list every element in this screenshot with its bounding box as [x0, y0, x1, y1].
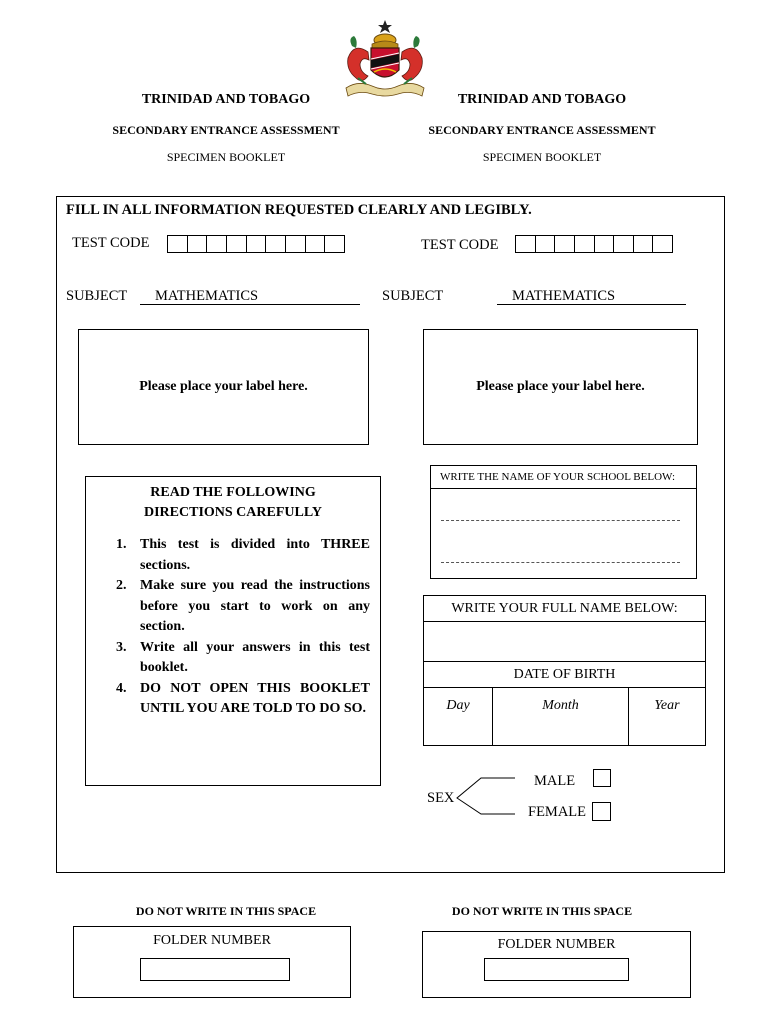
coat-of-arms-emblem — [338, 18, 432, 100]
directions-title — [86, 483, 380, 523]
male-label: MALE — [534, 773, 576, 789]
test-code-label-right: TEST CODE — [421, 237, 499, 253]
directions-item: 2. Make sure you read the instructions before you start to work on any section. — [116, 578, 370, 634]
dob-month-field[interactable]: Month — [493, 688, 629, 746]
date-of-birth-fields — [424, 688, 705, 746]
subject-label-right: SUBJECT — [382, 288, 444, 304]
header-right-assessment: SECONDARY ENTRANCE ASSESSMENT — [428, 123, 656, 137]
school-name-heading: WRITE THE NAME OF YOUR SCHOOL BELOW: — [431, 466, 696, 489]
full-name-box — [423, 595, 706, 746]
folder-number-label-right: FOLDER NUMBER — [497, 937, 616, 952]
folder-number-label-left: FOLDER NUMBER — [153, 933, 271, 948]
test-code-boxes-right[interactable] — [515, 235, 673, 253]
full-name-field[interactable] — [424, 622, 705, 662]
sex-bracket — [455, 776, 517, 816]
subject-label-left: SUBJECT — [66, 288, 128, 304]
subject-value-left: MATHEMATICS — [155, 288, 259, 304]
test-code-boxes-left[interactable] — [167, 235, 345, 253]
directions-title-line1: READ THE FOLLOWING — [150, 485, 316, 500]
do-not-write-right: DO NOT WRITE IN THIS SPACE — [451, 904, 633, 918]
full-name-heading: WRITE YOUR FULL NAME BELOW: — [424, 596, 705, 622]
folder-number-field-right — [484, 958, 629, 981]
label-placeholder-right: Please place your label here. — [423, 329, 698, 445]
directions-item: 4. DO NOT OPEN THIS BOOKLET UNTIL YOU ARE TOLD TO DO SO. — [116, 680, 370, 716]
header-right-booklet: SPECIMEN BOOKLET — [482, 150, 602, 164]
sex-label: SEX — [427, 790, 455, 806]
directions-item: 3. Write all your answers in this test booklet. — [116, 639, 370, 675]
dob-day-field[interactable]: Day — [424, 688, 493, 746]
school-name-line-2[interactable] — [441, 562, 680, 563]
folder-number-box-right — [422, 931, 691, 998]
directions-box — [85, 476, 381, 786]
fill-instruction: FILL IN ALL INFORMATION REQUESTED CLEARLY AND LEGIBLY. — [66, 202, 532, 218]
do-not-write-left: DO NOT WRITE IN THIS SPACE — [135, 904, 317, 918]
subject-value-right: MATHEMATICS — [512, 288, 616, 304]
header-left-country: TRINIDAD AND TOBAGO — [141, 92, 311, 107]
school-name-line-1[interactable] — [441, 520, 680, 521]
male-checkbox[interactable] — [593, 769, 611, 787]
label-placeholder-left: Please place your label here. — [78, 329, 369, 445]
school-name-box — [430, 465, 697, 579]
header-right-country: TRINIDAD AND TOBAGO — [457, 92, 627, 107]
female-checkbox[interactable] — [592, 802, 611, 821]
header-left-booklet: SPECIMEN BOOKLET — [166, 150, 286, 164]
header-left-assessment: SECONDARY ENTRANCE ASSESSMENT — [112, 123, 340, 137]
date-of-birth-heading: DATE OF BIRTH — [424, 662, 705, 688]
test-code-label-left: TEST CODE — [72, 235, 150, 251]
folder-number-box-left — [73, 926, 351, 998]
directions-list — [106, 535, 370, 720]
folder-number-field-left — [140, 958, 290, 981]
dob-year-field[interactable]: Year — [654, 698, 680, 713]
directions-item: 1. This test is divided into THREE sections. — [116, 537, 370, 573]
directions-title-line2: DIRECTIONS CAREFULLY — [143, 505, 323, 520]
female-label: FEMALE — [528, 804, 586, 820]
